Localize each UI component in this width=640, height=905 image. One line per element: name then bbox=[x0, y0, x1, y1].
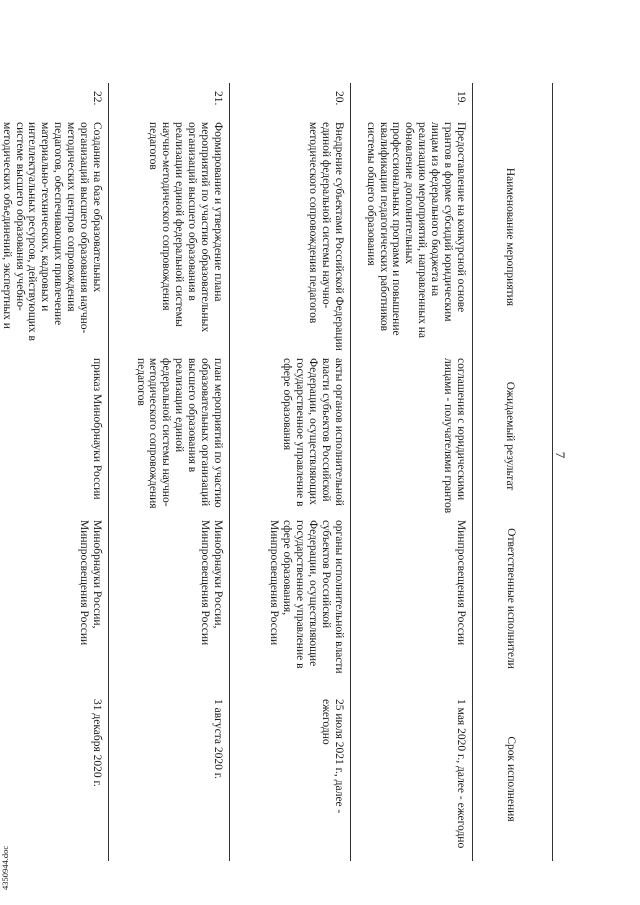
table-row bbox=[0, 83, 108, 861]
header-event-name: Наименование мероприятия bbox=[503, 167, 516, 307]
row-executors: Минпросвещения России bbox=[455, 520, 467, 646]
row-executors: органы исполнительной власти субъектов Российской Федерации, осуществляющие государственное управление в сфере образования, Минпросвещения России bbox=[268, 520, 345, 674]
table-row bbox=[108, 83, 229, 861]
row-result: соглашения с юридическими лицами - получателями грантов bbox=[442, 358, 467, 514]
header-expected-result: Ожидаемый результат bbox=[503, 381, 516, 491]
row-deadline: 1 мая 2020 г., далее - ежегодно bbox=[455, 699, 467, 849]
row-event: Предоставление на конкурсной основе грантов в форме субсидий юридическим лицам из федерального бюджета на реализацию мероприятий, направленных на обновление дополнительных профессиональных программ и повышение квалификации педагогических работников системы общего образования bbox=[364, 122, 467, 338]
table-row bbox=[229, 83, 350, 861]
row-executors: Минобрнауки России, Минпросвещения России bbox=[78, 520, 103, 646]
header-deadline: Срок исполнения bbox=[505, 736, 518, 822]
row-number: 19. bbox=[455, 91, 467, 106]
row-deadline: 31 декабря 2020 г. bbox=[91, 699, 103, 787]
document-file-number: 4350944.doc bbox=[0, 845, 10, 890]
page-number: 7 bbox=[553, 451, 568, 459]
row-event: Формирование и утверждение плана мероприятий по участию образовательных организаций высшего образования в реализации единой федеральной системы научно-методического сопровождения педагогов bbox=[147, 122, 224, 333]
row-deadline: 25 июля 2021 г., далее - ежегодно bbox=[320, 699, 345, 814]
header-number bbox=[473, 83, 552, 118]
measures-table bbox=[0, 83, 553, 861]
row-executors: Минобрнауки России, Минпросвещения России bbox=[199, 520, 224, 646]
row-event: Создание на базе образовательных организаций высшего образования научно-методических центров сопровождения педагогов, обеспечивающих привлечение материально-технических, кадровых и интеллектуальных ресурсов, действующих в системе высшего образования учебно-методических объединений, экспертных и bbox=[0, 122, 103, 341]
row-number: 20. bbox=[333, 91, 345, 106]
row-result: план мероприятий по участию образовательных организаций высшего образования в реализации единой федеральной системы научно-методического сопровождения педагогов bbox=[134, 358, 224, 509]
row-result: акты органов исполнительной власти субъектов Российской Федерации, осуществляющих государственное управление в сфере образования bbox=[281, 358, 345, 507]
table-row bbox=[350, 83, 472, 861]
header-responsible-executors: Ответственные исполнители bbox=[504, 528, 517, 669]
row-number: 21. bbox=[212, 91, 224, 106]
row-result: приказ Минобрнауки России bbox=[91, 358, 103, 500]
row-deadline: 1 августа 2020 г. bbox=[212, 699, 224, 780]
table-header-row bbox=[472, 83, 552, 861]
row-event: Внедрение субъектами Российской Федерации единой федеральной системы научно-методического сопровождения педагогов bbox=[307, 122, 345, 351]
row-number: 22. bbox=[91, 91, 103, 106]
